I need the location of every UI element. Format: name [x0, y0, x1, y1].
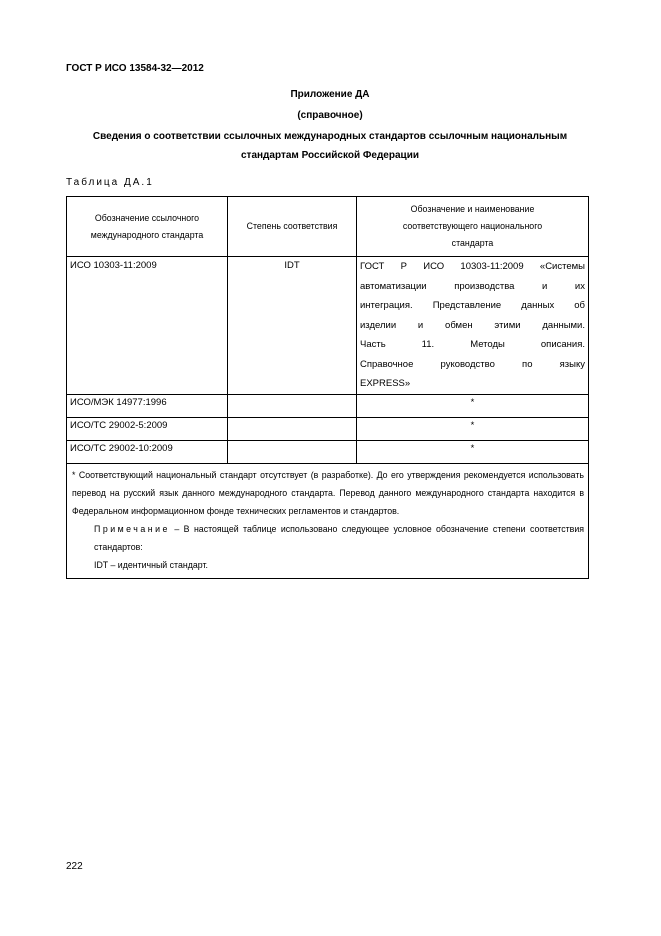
note-text: – В настоящей таблице использовано следующее условное обозначение степени соответствия стандартов:	[94, 523, 584, 552]
row-national-cell: *	[357, 394, 589, 417]
appendix-heading-line2: стандартам Российской Федерации	[241, 150, 419, 161]
appendix-heading-line1: Сведения о соответствии ссылочных международных стандартов ссылочным национальным	[92, 131, 568, 142]
appendix-title: Приложение ДА	[290, 89, 370, 100]
row-national-cell	[357, 257, 589, 395]
table-row	[67, 257, 589, 395]
row-ref-cell: ИСО 10303-11:2009	[67, 257, 228, 395]
table-row	[67, 440, 589, 463]
table-caption: Таблица ДА.1	[66, 177, 154, 188]
national-line: автоматизации производства и их	[360, 280, 585, 292]
legend: IDT – идентичный стандарт.	[94, 559, 208, 570]
header-degree: Степень соответствия	[228, 197, 357, 257]
header-national-line1: Обозначение и наименование	[410, 204, 535, 214]
header-ref-line1: Обозначение ссылочного	[94, 212, 200, 223]
header-national-line3: стандарта	[451, 238, 494, 248]
correspondence-table	[66, 196, 589, 579]
header-national-standard	[357, 197, 589, 257]
document-header: ГОСТ Р ИСО 13584-32—2012	[66, 63, 204, 74]
row-ref-cell: ИСО/МЭК 14977:1996	[67, 394, 228, 417]
national-line: EXPRESS»	[360, 378, 411, 389]
page-number: 222	[66, 861, 83, 872]
row-degree-cell	[228, 417, 357, 440]
appendix-heading	[60, 127, 600, 165]
row-national-cell: *	[357, 440, 589, 463]
table-header-row	[67, 197, 589, 257]
table-note	[72, 520, 584, 556]
header-national-line2: соответствующего национального	[402, 221, 543, 231]
header-ref-standard	[67, 197, 228, 257]
note-label: Примечание	[94, 523, 170, 534]
row-degree-cell	[228, 440, 357, 463]
row-ref-cell: ИСО/TC 29002-5:2009	[67, 417, 228, 440]
national-line: ГОСТ Р ИСО 10303-11:2009 «Системы	[360, 261, 585, 272]
table-row	[67, 394, 589, 417]
footnote: * Соответствующий национальный стандарт отсутствует (в разработке). До его утверждения рекомендуется использовать перевод на русский язык данного международного стандарта. Перевод данного международного стандарта находится в Федеральном информационном фонде технических регламентов и стандартов.	[72, 469, 584, 516]
national-line: изделии и обмен этими данными.	[360, 319, 585, 331]
header-ref-line2: международного стандарта	[90, 229, 204, 240]
national-line: интеграция. Представление данных об	[360, 300, 585, 311]
row-ref-cell: ИСО/TC 29002-10:2009	[67, 440, 228, 463]
appendix-subtitle: (справочное)	[297, 110, 363, 121]
table-notes-cell	[67, 463, 589, 578]
row-degree-cell: IDT	[228, 257, 357, 395]
row-national-cell: *	[357, 417, 589, 440]
table-notes-row	[67, 463, 589, 578]
national-line: Часть 11. Методы описания.	[360, 339, 585, 350]
national-line: Справочное руководство по языку	[360, 358, 585, 370]
table-row	[67, 417, 589, 440]
row-degree-cell	[228, 394, 357, 417]
